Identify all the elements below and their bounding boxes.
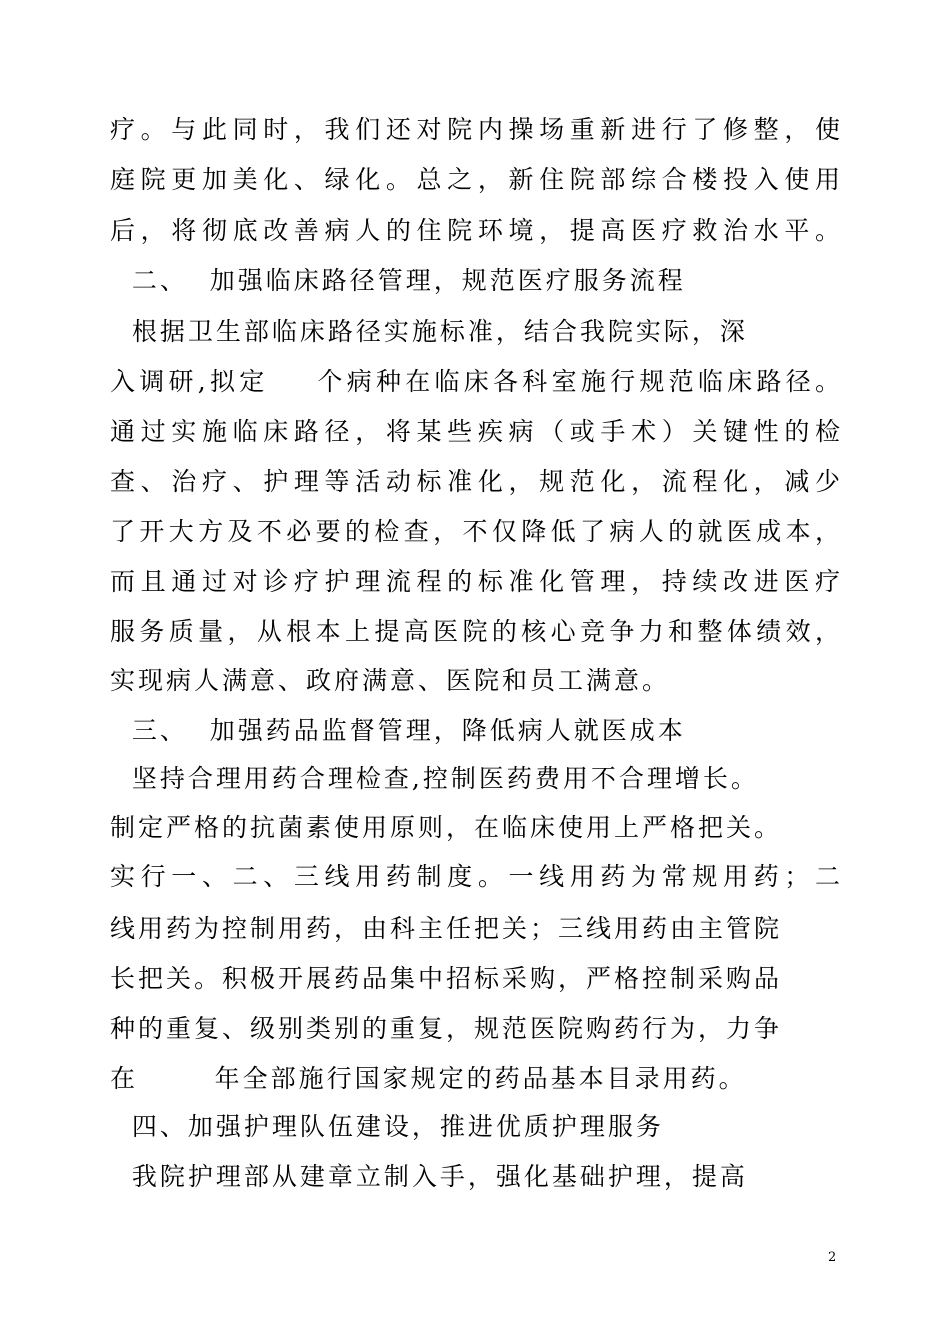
section-heading-3: 三、 加强药品监督管理，降低病人就医成本 [110, 716, 686, 745]
text-line-7: 通过实施临床路径，将某些疾病（或手术）关键性的检 [110, 417, 840, 446]
text-line-17: 线用药为控制用药，由科主任把关；三线用药由主管院 [110, 914, 783, 943]
text-line-14: 坚持合理用药合理检查,控制医药费用不合理增长。 [110, 764, 759, 793]
text-line-3: 后，将彻底改善病人的住院环境，提高医疗救治水平。 [110, 216, 840, 245]
text-line-2: 庭院更加美化、绿化。总之，新住院部综合楼投入使用 [110, 165, 840, 194]
page-number: 2 [828, 1250, 837, 1265]
text-line-18: 长把关。积极开展药品集中招标采购，严格控制采购品 [110, 964, 783, 993]
text-line-9: 了开大方及不必要的检查，不仅降低了病人的就医成本， [110, 517, 840, 546]
text-line-11: 服务质量，从根本上提高医院的核心竞争力和整体绩效， [110, 617, 840, 646]
text-line-12: 实现病人满意、政府满意、医院和员工满意。 [110, 666, 671, 695]
text-line-6: 入调研,拟定 个病种在临床各科室施行规范临床路径。 [110, 367, 840, 396]
section-heading-2: 二、 加强临床路径管理，规范医疗服务流程 [110, 266, 686, 295]
section-heading-4: 四、加强护理队伍建设，推进优质护理服务 [110, 1112, 664, 1141]
text-line-1: 疗。与此同时，我们还对院内操场重新进行了修整，使 [110, 115, 840, 144]
text-line-19: 种的重复、级别类别的重复，规范医院购药行为，力争 [110, 1014, 783, 1043]
text-line-5: 根据卫生部临床路径实施标准，结合我院实际，深 [110, 317, 748, 346]
text-line-20: 在 年全部施行国家规定的药品基本目录用药。 [110, 1064, 747, 1093]
text-line-15: 制定严格的抗菌素使用原则，在临床使用上严格把关。 [110, 813, 783, 842]
text-line-10: 而且通过对诊疗护理流程的标准化管理，持续改进医疗 [110, 567, 840, 596]
text-line-22: 我院护理部从建章立制入手，强化基础护理，提高 [110, 1162, 748, 1191]
text-line-16: 实行一、二、三线用药制度。一线用药为常规用药；二 [110, 862, 840, 891]
text-line-8: 查、治疗、护理等活动标准化，规范化，流程化，减少 [110, 467, 840, 496]
